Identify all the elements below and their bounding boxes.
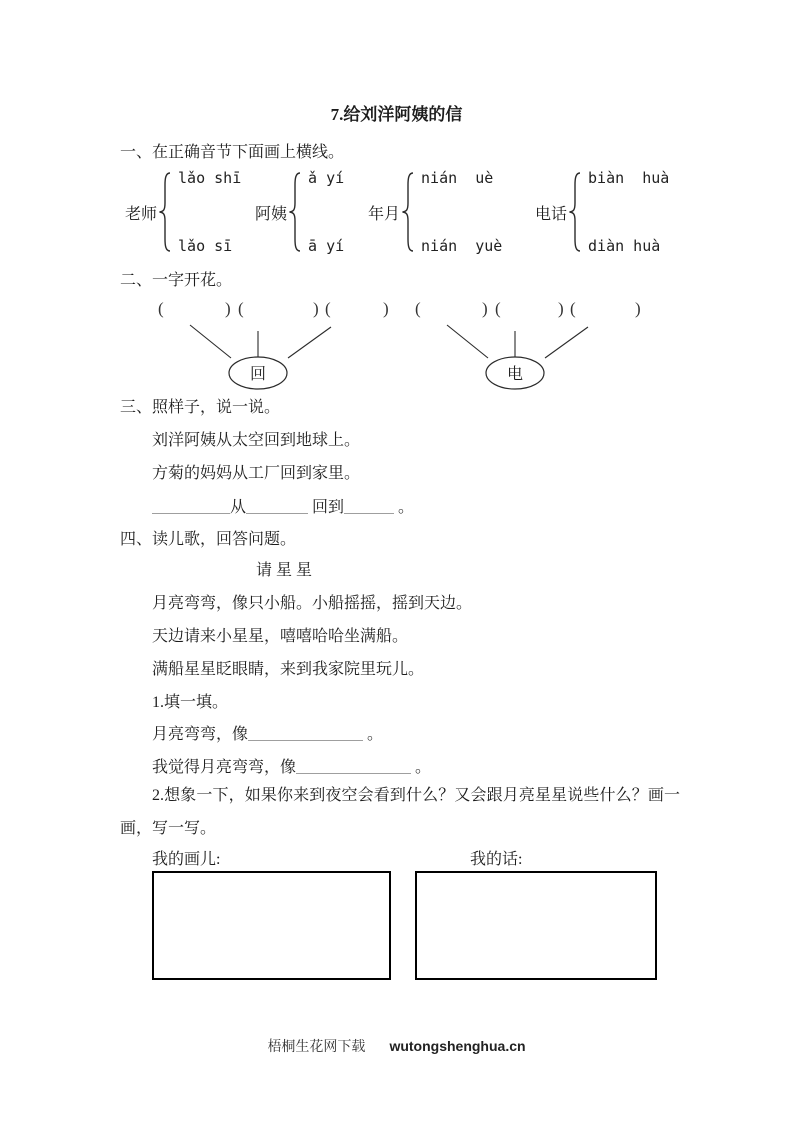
paren-close: ) [313,299,319,318]
speech-box[interactable] [415,871,657,980]
flower-char-hui: 回 [250,366,267,383]
word-label: 老师 [125,205,158,223]
flower-char-dian: 电 [507,366,524,383]
fill-line-2 [152,754,431,777]
page-footer [0,1036,793,1056]
fill2-prefix: 我觉得月亮弯弯，像 [152,759,297,776]
flower-stem [447,325,488,358]
pinyin-group-ayi [255,168,344,256]
pinyin-option-top: ǎ yí [308,169,345,187]
pinyin-option-top: biàn huà [588,169,670,187]
paren-close: ) [558,299,564,318]
footer-site-name: 梧桐生花网下载 [267,1040,366,1055]
drawing-label: 我的画儿: [152,851,221,868]
word-label: 电话 [535,205,568,223]
example-sentence-2: 方菊的妈妈从工厂回到家里。 [152,465,361,482]
blank-underline[interactable] [152,497,230,514]
blank-underline[interactable] [296,757,411,774]
paren-close: ) [225,299,231,318]
period: 。 [398,499,415,516]
flower-stem [288,327,331,358]
brace-icon [400,170,415,254]
word-flower-diagram [0,293,793,395]
pinyin-group-laoshi [125,168,241,256]
section2-heading: 二、一字开花。 [120,272,233,289]
fill1-prefix: 月亮弯弯，像 [152,726,249,743]
poem-line: 天边请来小星星，嘻嘻哈哈坐满船。 [152,628,409,645]
word-label: 阿姨 [255,205,288,223]
blank-underline[interactable] [344,497,394,514]
pinyin-option-bottom: nián yuè [421,237,503,255]
blank-underline[interactable] [248,724,363,741]
q1-label: 1.填一填。 [152,694,229,711]
pinyin-option-top: lǎo shī [178,169,242,187]
paren-close: ) [482,299,488,318]
paren-close: ) [635,299,641,318]
fill-line-1 [152,721,383,744]
pinyin-group-dianhua [535,168,669,256]
poem-line: 满船星星眨眼睛，来到我家院里玩儿。 [152,661,425,678]
blank-word-cong: 从 [230,499,247,516]
pinyin-option-top: nián uè [421,169,494,187]
paren-open: ( [325,299,331,318]
example-sentence-1: 刘洋阿姨从太空回到地球上。 [152,432,361,449]
fill-blank-sentence [152,494,414,517]
paren-open: ( [158,299,164,318]
section4-heading: 四、读儿歌，回答问题。 [120,531,297,548]
poem-title: 请 星 星 [256,562,313,579]
poem-line: 月亮弯弯，像只小船。小船摇摇，摇到天边。 [152,595,473,612]
period: 。 [415,759,432,776]
flower-stem [545,327,588,358]
paren-open: ( [570,299,576,318]
period: 。 [367,726,384,743]
paren-open: ( [415,299,421,318]
blank-word-huidao: 回到 [312,499,345,516]
paren-open: ( [495,299,501,318]
footer-site-url[interactable]: wutongshenghua.cn [389,1038,526,1054]
brace-icon [567,170,582,254]
section1-heading: 一、在正确音节下面画上横线。 [120,144,345,161]
drawing-box[interactable] [152,871,391,980]
section3-heading: 三、照样子，说一说。 [120,399,281,416]
paren-close: ) [383,299,389,318]
pinyin-option-bottom: lǎo sī [178,237,233,255]
page-title: 7.给刘洋阿姨的信 [330,105,463,124]
paren-open: ( [238,299,244,318]
pinyin-option-bottom: ā yí [308,237,345,255]
word-label: 年月 [368,205,401,223]
brace-icon [287,170,302,254]
brace-icon [157,170,172,254]
blank-underline[interactable] [246,497,308,514]
q2-paragraph: 2.想象一下，如果你来到夜空会看到什么？又会跟月亮星星说些什么？画一画，写一写。 [120,787,680,837]
speech-label: 我的话: [470,851,523,868]
pinyin-group-nianyue [368,168,502,256]
flower-stem [190,325,231,358]
pinyin-option-bottom: diàn huà [588,237,661,255]
